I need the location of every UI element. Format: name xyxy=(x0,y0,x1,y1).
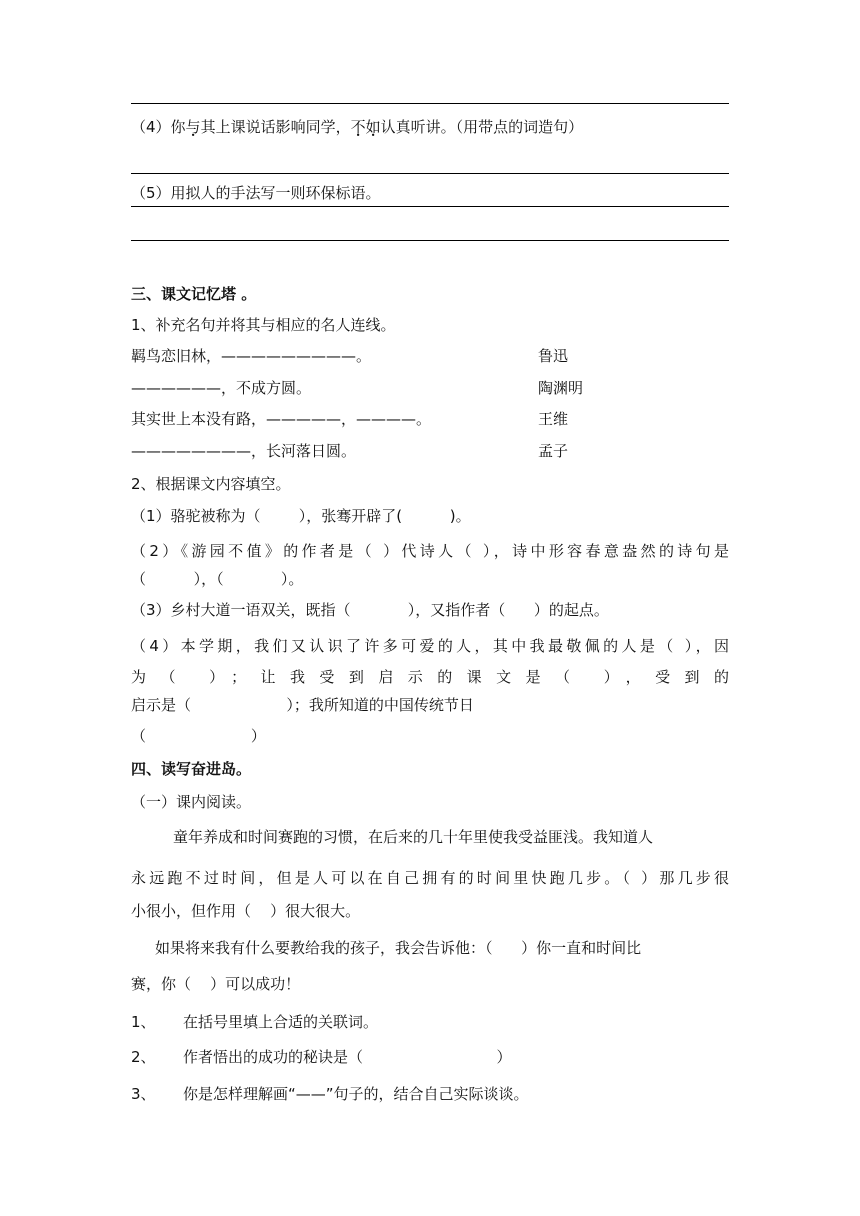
answer-line xyxy=(131,173,729,174)
section-4-heading: 四、读写奋进岛。 xyxy=(131,760,252,778)
q2-item-2-line-2: （ ），（ ）。 xyxy=(131,570,304,588)
answer-line xyxy=(131,103,729,104)
q1-title: 1、补充名句并将其与相应的名人连线。 xyxy=(131,316,396,334)
q2-item-4-line-3: 启示是（ ）；我所知道的中国传统节日 xyxy=(131,696,474,714)
quote-line-2: ——————，不成方圆。 xyxy=(131,379,312,397)
passage-line-5: 赛，你（ ）可以成功！ xyxy=(131,975,301,993)
item-4-prompt xyxy=(131,120,583,135)
author-4: 孟子 xyxy=(538,442,569,460)
dotted-char: 不 xyxy=(350,118,366,136)
q2-title: 2、根据课文内容填空。 xyxy=(131,475,291,493)
author-2: 陶渊明 xyxy=(538,379,584,397)
q2-item-4-line-1: （4）本学期，我们又认识了许多可爱的人，其中我最敬佩的人是（ ），因 xyxy=(131,637,729,655)
item-4-mid: 其上课说话影响同学， xyxy=(200,118,351,136)
question-3: 你是怎样理解画“——”句子的，结合自己实际谈谈。 xyxy=(183,1085,529,1103)
passage-line-2: 永远跑不过时间，但是人可以在自己拥有的时间里快跑几步。（ ）那几步很 xyxy=(131,869,729,887)
dotted-char: 与 xyxy=(185,118,201,136)
item-4-pre: （4）你 xyxy=(131,118,186,136)
author-3: 王维 xyxy=(538,410,569,428)
question-1: 在括号里填上合适的关联词。 xyxy=(183,1013,379,1031)
quote-line-1: 羁鸟恋旧林，—————————。 xyxy=(131,347,372,365)
passage-line-1: 童年养成和时间赛跑的习惯，在后来的几十年里使我受益匪浅。我知道人 xyxy=(173,828,654,846)
item-5-prompt: （5）用拟人的手法写一则环保标语。 xyxy=(131,184,381,202)
item-4-post: 认真听讲。（用带点的词造句） xyxy=(380,118,584,136)
answer-line xyxy=(131,240,729,241)
question-number: 2、 xyxy=(131,1048,156,1066)
question-number: 1、 xyxy=(131,1013,156,1031)
passage-line-3: 小很小，但作用（ ）很大很大。 xyxy=(131,902,361,920)
answer-line xyxy=(131,206,729,207)
subsection-title: （一）课内阅读。 xyxy=(131,793,252,811)
question-2: 作者悟出的成功的秘诀是（ ） xyxy=(183,1048,512,1066)
q2-item-3: （3）乡村大道一语双关，既指（ ），又指作者（ ）的起点。 xyxy=(131,601,609,619)
q2-item-1: （1）骆驼被称为（ ），张骞开辟了( )。 xyxy=(131,507,471,525)
author-1: 鲁迅 xyxy=(538,347,569,365)
q2-item-4-line-2: 为（ ）；让我受到启示的课文是（ ），受到的 xyxy=(131,668,729,686)
q2-item-2-line-1: （2）《游园不值》的作者是（ ）代诗人（ ），诗中形容春意盎然的诗句是 xyxy=(131,542,729,560)
passage-line-4: 如果将来我有什么要教给我的孩子，我会告诉他：（ ）你一直和时间比 xyxy=(155,939,642,957)
q2-item-4-line-4: （ ） xyxy=(131,727,266,745)
dotted-char: 如 xyxy=(365,118,381,136)
question-number: 3、 xyxy=(131,1085,156,1103)
quote-line-3: 其实世上本没有路，—————，————。 xyxy=(131,410,432,428)
quote-line-4: ————————，长河落日圆。 xyxy=(131,442,357,460)
section-3-heading: 三、课文记忆塔 。 xyxy=(131,285,257,303)
